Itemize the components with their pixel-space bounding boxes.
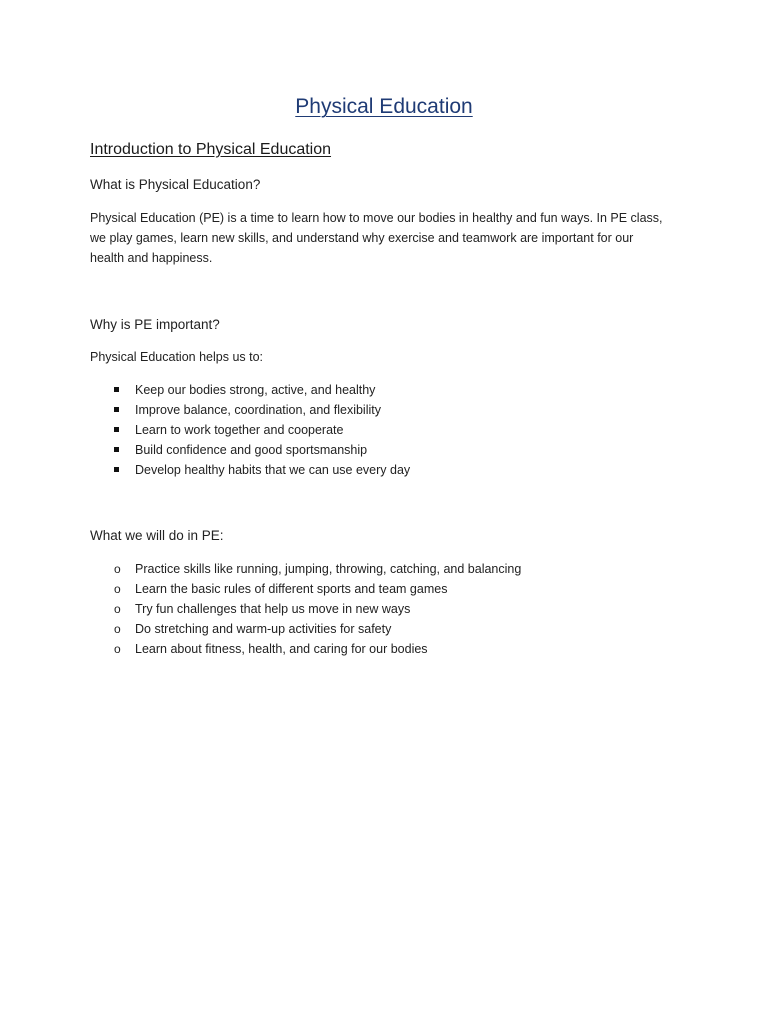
list-item: Learn to work together and cooperate	[90, 420, 670, 440]
circle-bullet-icon: o	[114, 602, 121, 616]
circle-bullet-icon: o	[114, 582, 121, 596]
list-item: Build confidence and good sportsmanship	[90, 440, 670, 460]
circle-bullet-icon: o	[114, 622, 121, 636]
activities-list	[90, 559, 670, 659]
square-bullet-icon	[114, 407, 119, 412]
circle-bullet-icon: o	[114, 642, 121, 656]
question-what-is-pe: What is Physical Education?	[90, 177, 261, 192]
circle-bullet-icon: o	[114, 562, 121, 576]
square-bullet-icon	[114, 427, 119, 432]
list-item: o Learn about fitness, health, and caring for our bodies	[90, 639, 670, 659]
square-bullet-icon	[114, 387, 119, 392]
list-item: o Learn the basic rules of different sports and team games	[90, 579, 670, 599]
question-what-we-do: What we will do in PE:	[90, 528, 224, 543]
list-item: Keep our bodies strong, active, and healthy	[90, 380, 670, 400]
list-item: Improve balance, coordination, and flexibility	[90, 400, 670, 420]
section-heading: Introduction to Physical Education	[90, 141, 332, 158]
list-item: Develop healthy habits that we can use every day	[90, 460, 670, 480]
list-item: o Try fun challenges that help us move in new ways	[90, 599, 670, 619]
paragraph-what-is-pe: Physical Education (PE) is a time to learn how to move our bodies in healthy and fun ways. In PE class, we play games, learn new skills, and understand why exercise and teamwork are important for our health and happiness.	[90, 211, 663, 265]
square-bullet-icon	[114, 467, 119, 472]
benefits-list	[90, 380, 670, 480]
document-body	[90, 140, 670, 659]
square-bullet-icon	[114, 447, 119, 452]
list-item: o Practice skills like running, jumping, throwing, catching, and balancing	[90, 559, 670, 579]
list-item: o Do stretching and warm-up activities for safety	[90, 619, 670, 639]
question-why-pe-important: Why is PE important?	[90, 317, 220, 332]
document-title: Physical Education	[295, 95, 473, 118]
paragraph-pe-helps: Physical Education helps us to:	[90, 350, 264, 364]
